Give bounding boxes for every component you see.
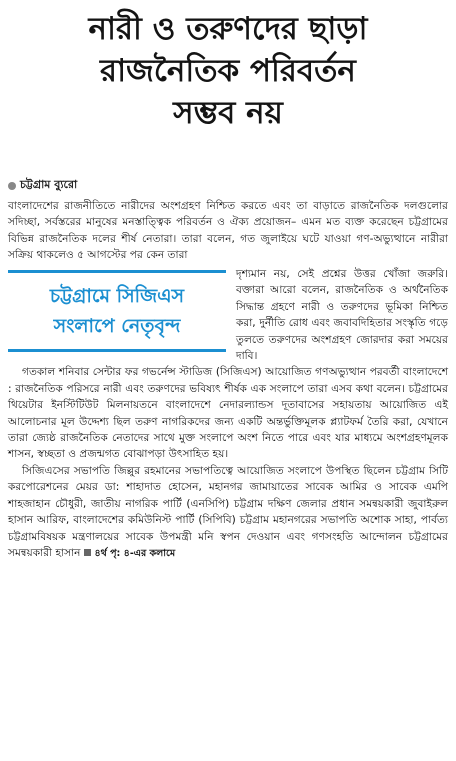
square-bullet-icon [84,549,91,556]
paragraph-1: বাংলাদেশের রাজনীতিতে নারীদের অংশগ্রহণ নিশ্চিত করতে এবং তা বাড়াতে রাজনৈতিক দলগুলোর সদিচ্ছা, সর্বস্তরের মানুষের মনস্তাত্ত্বিক পরিবর্তন ও ঐক্য প্রয়োজন– এমন মত ব্যক্ত করেছেন চট্টগ্রামের বিভিন্ন রাজনৈতিক দলের শীর্ষ নেতারা। তারা বলেন, গত জুলাইয়ে ঘটে যাওয়া গণ-অভ্যুত্থানে নারীরা সক্রিয় থাকলেও ৫ আগস্টের পর কেন তারা [8,200,448,262]
paragraph-1-continued: দৃশ্যমান নয়, সেই প্রশ্নের উত্তর খোঁজা জরুরি। বক্তারা আরো বলেন, রাজনৈতিক ও অর্থনৈতিক সিদ্ধান্ত গ্রহণে নারী ও তরুণদের ভূমিকা নিশ্চিত করা, দুর্নীতি রোধ এবং জবাবদিহিতার সংস্কৃতি গড়ে তুলতে তরুণদের অংশগ্রহণ জোরদার করা সময়ের দাবি। [236,268,448,363]
headline-line-2: রাজনৈতিক পরিবর্তন [100,53,356,89]
paragraph-2: গতকাল শনিবার সেন্টার ফর গভর্নেন্স স্টাডিজ (সিজিএস) আয়োজিত গণঅভ্যুত্থান পরবর্তী বাংলাদেশে : রাজনৈতিক পরিসরে নারী এবং তরুণদের ভবিষ্যৎ শীর্ষক এক সংলাপে তারা এসব কথা বলেন। চট্টগ্রামের থিয়েটার ইনস্টিটিউট মিলনায়তনে বাংলাদেশে নেদারল্যান্ডস দূতাবাসের সহায়তায় আয়োজিত এই আলোচনার মূল উদ্দেশ্য ছিল তরুণ নাগরিকদের জন্য একটি অন্তর্ভুক্তিমূলক প্ল্যাটফর্ম তৈরি করা, যেখানে তারা জ্যেষ্ঠ রাজনৈতিক নেতাদের সাথে মুক্ত সংলাপে অংশ নিতে পারে এবং যার মাধ্যমে অংশগ্রহণমূলক শাসন, স্বচ্ছতা ও প্রজন্মগত বোঝাপড়া উৎসাহিত হয়। [8,366,448,461]
paragraph-3 [8,463,448,562]
headline-line-3: সম্ভব নয় [173,95,283,131]
continuation-text: ৪র্থ পৃ: ৪-এর কলামে [94,547,176,559]
continuation-ref [84,548,175,559]
pull-quote-line-1: চট্টগ্রামে সিজিএস [49,285,185,307]
pull-quote-box [8,270,226,352]
paragraph-3-text: সিজিএসের সভাপতি জিল্লুর রহমানের সভাপতিত্বে আয়োজিত সংলাপে উপস্থিত ছিলেন চট্টগ্রাম সিটি করপোরেশনের মেয়র ডা: শাহাদাত হোসেন, মহানগর জামায়াতের সাবেক আমির ও সাবেক এমপি শাহজাহান চৌধুরী, জাতীয় নাগরিক পার্টি (এনসিপি) চট্টগ্রাম দক্ষিণ জেলার প্রধান সমন্বয়কারী জুবাইরুল হাসান আরিফ, বাংলাদেশের কমিউনিস্ট পার্টি (সিপিবি) চট্টগ্রাম মহানগরের সভাপতি অশোক সাহা, পার্বত্য চট্টগ্রামবিষয়ক মন্ত্রণালয়ের সাবেক উপমন্ত্রী মনি স্বপন দেওয়ান এবং গণসংহতি আন্দোলন চট্টগ্রামের সমন্বয়কারী হাসান [8,464,448,559]
pull-quote-line-2: সংলাপে নেতৃবৃন্দ [53,315,181,337]
byline [8,176,77,195]
headline [0,8,456,134]
headline-line-1: নারী ও তরুণদের ছাড়া [88,11,368,47]
bullet-icon [8,182,16,190]
byline-text: চট্টগ্রাম ব্যুরো [20,178,78,191]
article-body-wrapped [8,266,448,562]
article-body-top [8,198,448,264]
